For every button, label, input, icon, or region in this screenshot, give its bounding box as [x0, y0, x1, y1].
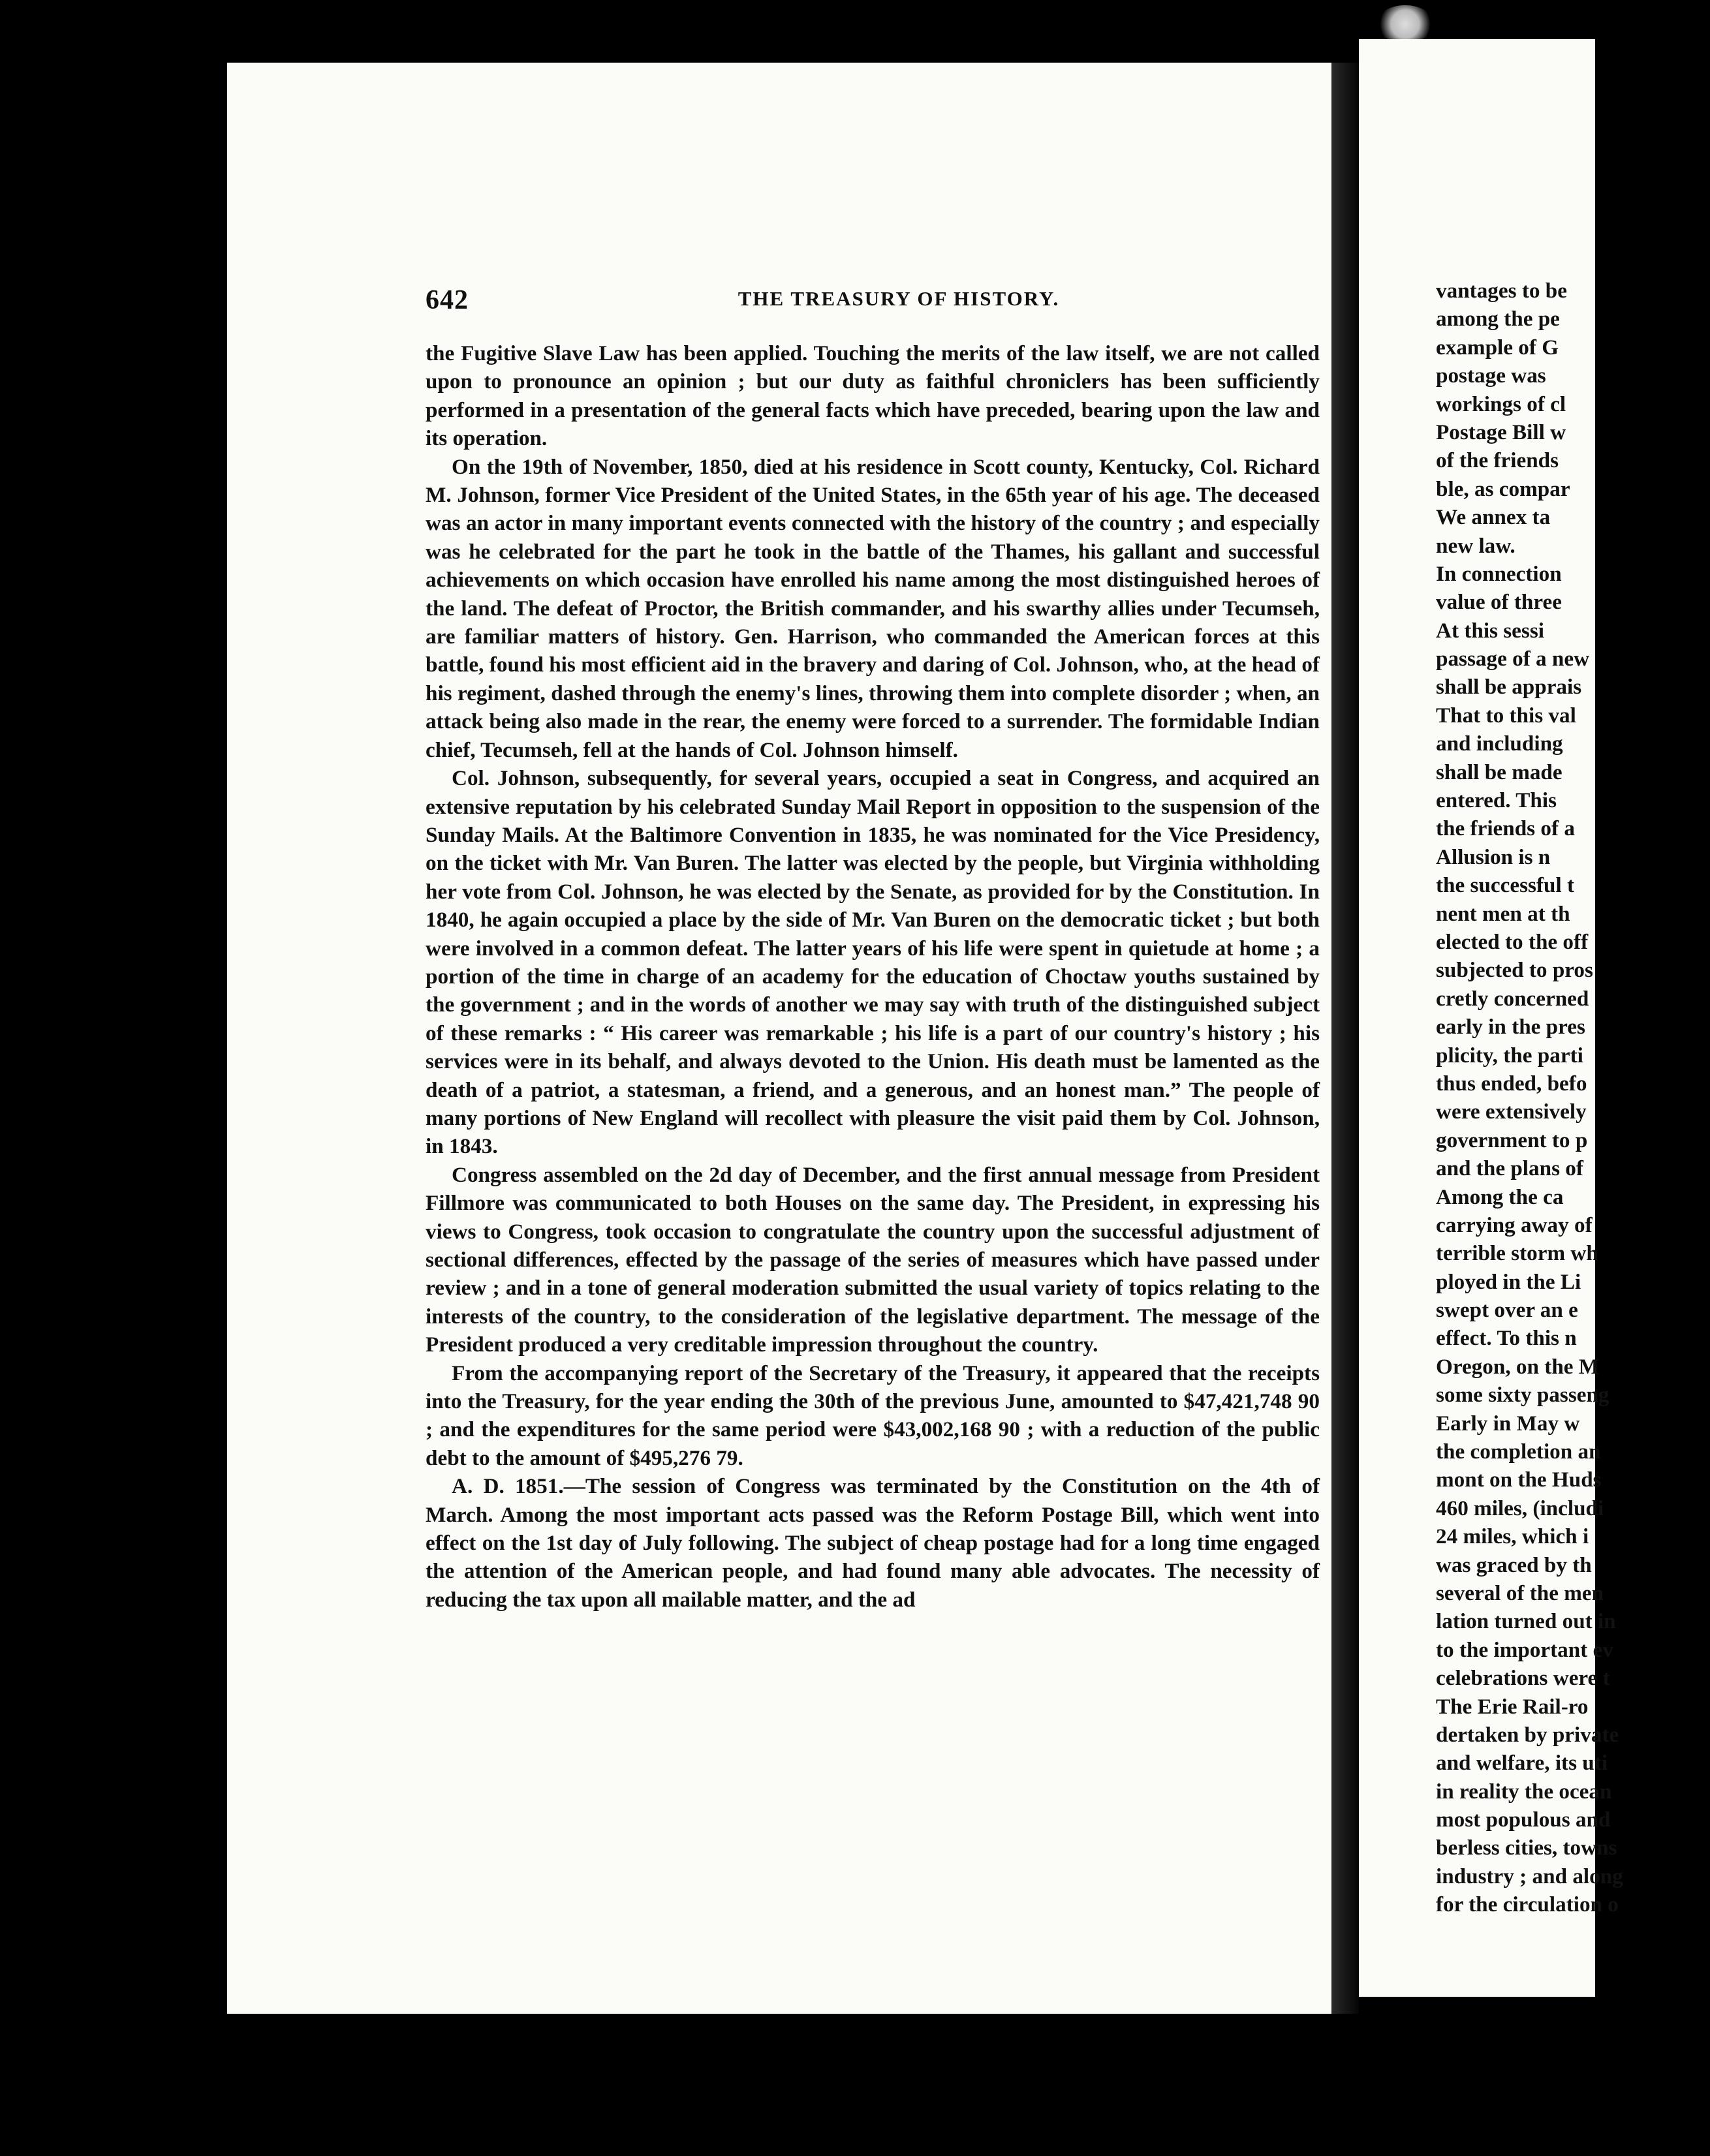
paragraph: Congress assembled on the 2d day of December, and the first annual message from President Fillmore was communicated to both Houses on the same day. The President, in expressing his views to Congress, took occasion to congratulate the country upon the successful adjustment of sectional differences, effected by the passage of the series of measures which have passed under review ; and in a tone of general moderation submitted the usual variety of topics relating to the interests of the country, to the consideration of the legislative department. The message of the President produced a very creditable impression throughout the country.: [426, 1162, 1320, 1357]
text-line: nent men at th: [1436, 901, 1570, 926]
text-line: of the friends: [1436, 448, 1559, 473]
text-line: plicity, the parti: [1436, 1043, 1583, 1068]
text-line: government to p: [1436, 1128, 1588, 1152]
text-line: entered. This: [1436, 788, 1557, 813]
text-line: At this sessi: [1436, 618, 1544, 643]
text-line: terrible storm wh: [1436, 1241, 1598, 1266]
text-line: the successful t: [1436, 873, 1575, 898]
text-line: dertaken by private: [1436, 1722, 1619, 1747]
text-line: shall be made: [1436, 760, 1562, 784]
book-gutter: [1331, 63, 1359, 2014]
paragraph: the Fugitive Slave Law has been applied. Touching the merits of the law itself, we are not called upon to pronounce an opinion ; but our duty as faithful chroniclers has been sufficiently performed in a presentation of the general facts which have preceded, bearing upon the law and its operation.: [426, 341, 1320, 451]
text-line: and including: [1436, 732, 1563, 756]
text-line: The Erie Rail-ro: [1436, 1694, 1589, 1719]
text-line: the friends of a: [1436, 816, 1575, 841]
text-line: Allusion is n: [1436, 844, 1551, 869]
text-line: was graced by th: [1436, 1552, 1592, 1577]
right-page-text: [1436, 277, 1710, 1919]
text-line: and welfare, its uti: [1436, 1751, 1608, 1776]
paragraph: From the accompanying report of the Secretary of the Treasury, it appeared that the receipts into the Treasury, for the year ending the 30th of the previous June, amounted to $47,421,748 90 ; and the expenditures for the same period were $43,002,168 90 ; with a reduction of the public debt to the amount of $495,276 79.: [426, 1361, 1320, 1470]
page-number: 642: [426, 285, 469, 315]
text-line: ble, as compar: [1436, 476, 1570, 501]
text-line: Early in May w: [1436, 1411, 1580, 1436]
left-page: [227, 63, 1331, 2014]
text-line: shall be apprais: [1436, 675, 1582, 700]
text-line: some sixty passeng: [1436, 1383, 1609, 1408]
text-line: In connection: [1436, 561, 1562, 586]
text-line: workings of cl: [1436, 392, 1566, 416]
text-line: vantages to be: [1436, 279, 1567, 303]
text-line: several of the men: [1436, 1580, 1604, 1605]
paragraph: Col. Johnson, subsequently, for several years, occupied a seat in Congress, and acquired an extensive reputation by his celebrated Sunday Mail Report in opposition to the suspension of the Sunday Mails. At the Baltimore Convention in 1835, he was nominated for the Vice Presidency, on the ticket with Mr. Van Buren. The latter was elected by the people, but Virginia withholding her vote from Col. Johnson, he was elected by the Senate, as provided for by the Constitution. In 1840, he again occupied a place by the side of Mr. Van Buren on the democratic ticket ; but both were involved in a common defeat. The latter years of his life were spent in quietude at home ; a portion of the time in charge of an academy for the education of Choctaw youths sustained by the government ; and in the words of another we may say with truth of the distinguished subject of these remarks : “ His career was remarkable ; his life is a part of our country's history ; his services were in its behalf, and always devoted to the Union. His death must be lamented as the death of a patriot, a statesman, a friend, and a generous, and an honest man.” The people of many portions of New England will recollect with pleasure the visit paid them by Col. Johnson, in 1843.: [426, 766, 1320, 1159]
running-head: [426, 285, 1313, 324]
text-line: among the pe: [1436, 307, 1560, 331]
text-line: Oregon, on the M: [1436, 1354, 1600, 1379]
text-line: passage of a new: [1436, 647, 1590, 671]
scan-blemish: [1376, 5, 1435, 43]
running-title: THE TREASURY OF HISTORY.: [738, 287, 1060, 310]
text-line: Among the ca: [1436, 1184, 1564, 1209]
text-line: value of three: [1436, 590, 1562, 615]
body-text: [426, 339, 1320, 1614]
text-line: cretly concerned: [1436, 986, 1589, 1011]
text-line: were extensively: [1436, 1100, 1587, 1124]
text-line: Postage Bill w: [1436, 420, 1566, 444]
text-line: berless cities, towns: [1436, 1836, 1617, 1860]
text-line: industry ; and along: [1436, 1864, 1623, 1888]
text-line: lation turned out in: [1436, 1609, 1616, 1634]
text-line: postage was: [1436, 363, 1546, 388]
text-line: in reality the ocean: [1436, 1779, 1612, 1804]
text-line: subjected to pros: [1436, 958, 1593, 983]
text-line: effect. To this n: [1436, 1326, 1577, 1351]
text-line: and the plans of: [1436, 1156, 1583, 1181]
text-line: 24 miles, which i: [1436, 1524, 1589, 1549]
text-line: elected to the off: [1436, 929, 1589, 954]
paragraph: On the 19th of November, 1850, died at his residence in Scott county, Kentucky, Col. Richard M. Johnson, former Vice President of the United States, in the 65th year of his age. The deceased was an actor in many important events connected with the history of the country ; and especially was he celebrated for the part he took in the battle of the Thames, his gallant and successful achievements on which occasion have enrolled his name among the most distinguished heroes of the land. The defeat of Proctor, the British commander, and his swarthy allies under Tecumseh, are familiar matters of history. Gen. Harrison, who commanded the American forces at this battle, found his most efficient aid in the bravery and daring of Col. Johnson, who, at the head of his regiment, dashed through the enemy's lines, throwing them into complete disorder ; when, an attack being also made in the rear, the enemy were forced to a surrender. The formidable Indian chief, Tecumseh, fell at the hands of Col. Johnson himself.: [426, 454, 1320, 762]
text-line: celebrations were t: [1436, 1666, 1610, 1691]
text-line: new law.: [1436, 533, 1516, 558]
text-line: ployed in the Li: [1436, 1269, 1581, 1294]
text-line: early in the pres: [1436, 1015, 1585, 1040]
text-line: swept over an e: [1436, 1298, 1578, 1323]
text-line: We annex ta: [1436, 505, 1551, 530]
text-line: for the circulation o: [1436, 1892, 1619, 1917]
paragraph: A. D. 1851.—The session of Congress was terminated by the Constitution on the 4th of March. Among the most important acts passed was the Reform Postage Bill, which went into effect on the 1st day of July following. The subject of cheap postage had for a long time engaged the attention of the American people, and had found many able advocates. The necessity of reducing the tax upon all mailable matter, and the ad: [426, 1474, 1320, 1612]
text-line: carrying away of: [1436, 1212, 1593, 1237]
text-line: 460 miles, (includi: [1436, 1496, 1604, 1520]
text-line: the completion an: [1436, 1440, 1601, 1464]
text-line: mont on the Huds: [1436, 1468, 1602, 1492]
text-line: That to this val: [1436, 703, 1576, 728]
text-line: most populous and: [1436, 1808, 1611, 1832]
text-line: to the important ev: [1436, 1637, 1613, 1662]
text-line: example of G: [1436, 335, 1559, 360]
text-line: thus ended, befo: [1436, 1071, 1587, 1096]
